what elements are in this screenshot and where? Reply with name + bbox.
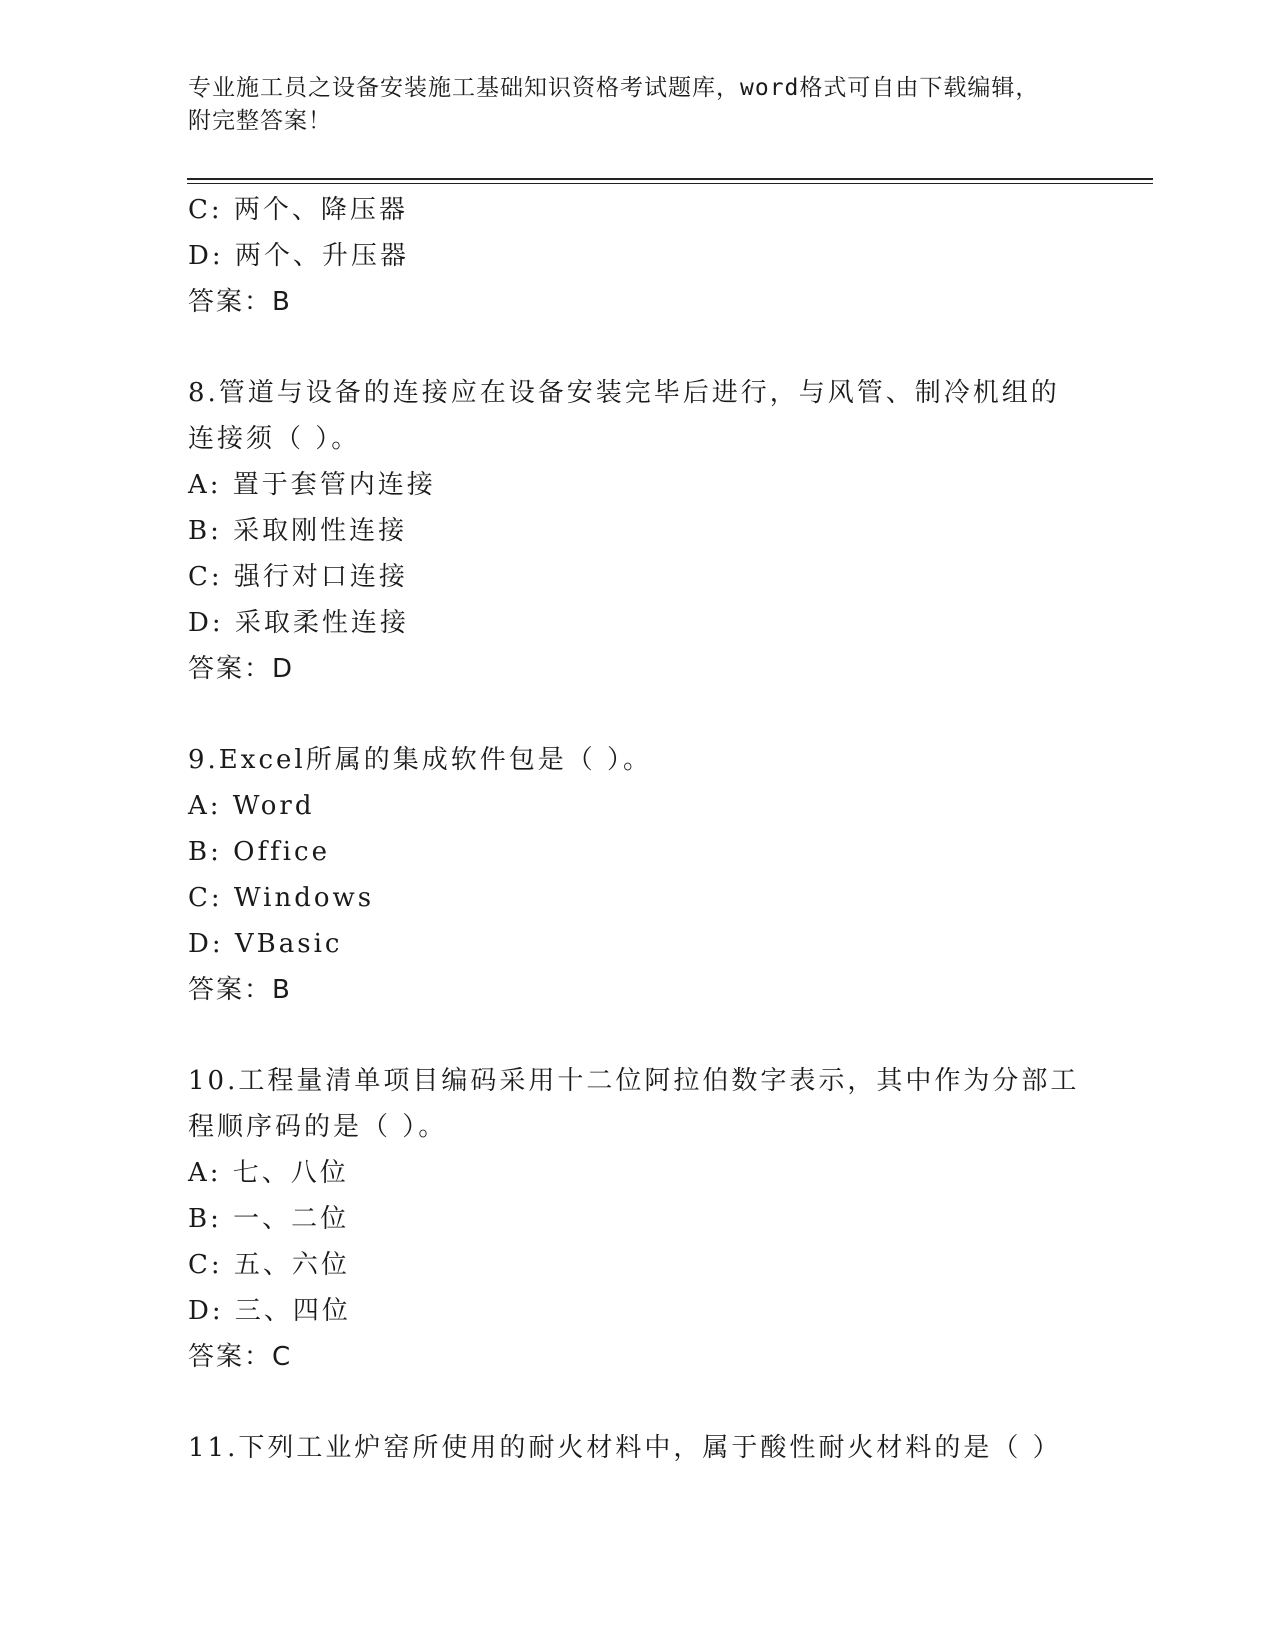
question-stem-continued: 连接须（ ）。	[188, 424, 361, 454]
answer-line: 答案：C	[188, 1342, 293, 1372]
option-c: C: 五、六位	[188, 1250, 350, 1280]
option-d: D: 三、四位	[188, 1296, 351, 1326]
option-b: B: Office	[188, 837, 330, 867]
option-d: D: VBasic	[188, 929, 343, 959]
header-divider-thin	[187, 183, 1153, 184]
answer-line: 答案：B	[188, 975, 292, 1005]
question-stem-continued: 程顺序码的是（ ）。	[188, 1112, 448, 1142]
option-d: D: 两个、升压器	[188, 241, 409, 271]
question-stem: 11.下列工业炉窑所使用的耐火材料中，属于酸性耐火材料的是（ ）	[188, 1433, 1062, 1463]
option-a: A: 七、八位	[188, 1158, 349, 1188]
question-stem: 9.Excel所属的集成软件包是（ ）。	[188, 745, 652, 775]
header-title-line-1: 专业施工员之设备安装施工基础知识资格考试题库，word格式可自由下载编辑，	[188, 75, 1040, 101]
question-10	[188, 1058, 1088, 1380]
document-header	[188, 72, 1148, 138]
header-divider-thick	[187, 178, 1153, 180]
option-d: D: 采取柔性连接	[188, 608, 409, 638]
question-spacer	[188, 325, 1088, 370]
option-a: A: Word	[188, 791, 315, 821]
question-9	[188, 737, 1088, 1013]
question-stem: 10.工程量清单项目编码采用十二位阿拉伯数字表示，其中作为分部工	[188, 1066, 1080, 1096]
answer-line: 答案：D	[188, 654, 295, 684]
option-b: B: 采取刚性连接	[188, 516, 408, 546]
document-body	[188, 187, 1088, 1471]
header-title-line-2: 附完整答案！	[188, 108, 332, 134]
option-c: C: Windows	[188, 883, 375, 913]
option-b: B: 一、二位	[188, 1204, 350, 1234]
option-a: A: 置于套管内连接	[188, 470, 436, 500]
question-7-continued	[188, 187, 1088, 325]
option-c: C: 强行对口连接	[188, 562, 408, 592]
question-spacer	[188, 1380, 1088, 1425]
answer-line: 答案：B	[188, 287, 292, 317]
question-spacer	[188, 1013, 1088, 1058]
option-c: C: 两个、降压器	[188, 195, 408, 225]
question-stem: 8.管道与设备的连接应在设备安装完毕后进行，与风管、制冷机组的	[188, 378, 1060, 408]
question-8	[188, 370, 1088, 692]
question-11	[188, 1425, 1088, 1471]
question-spacer	[188, 692, 1088, 737]
